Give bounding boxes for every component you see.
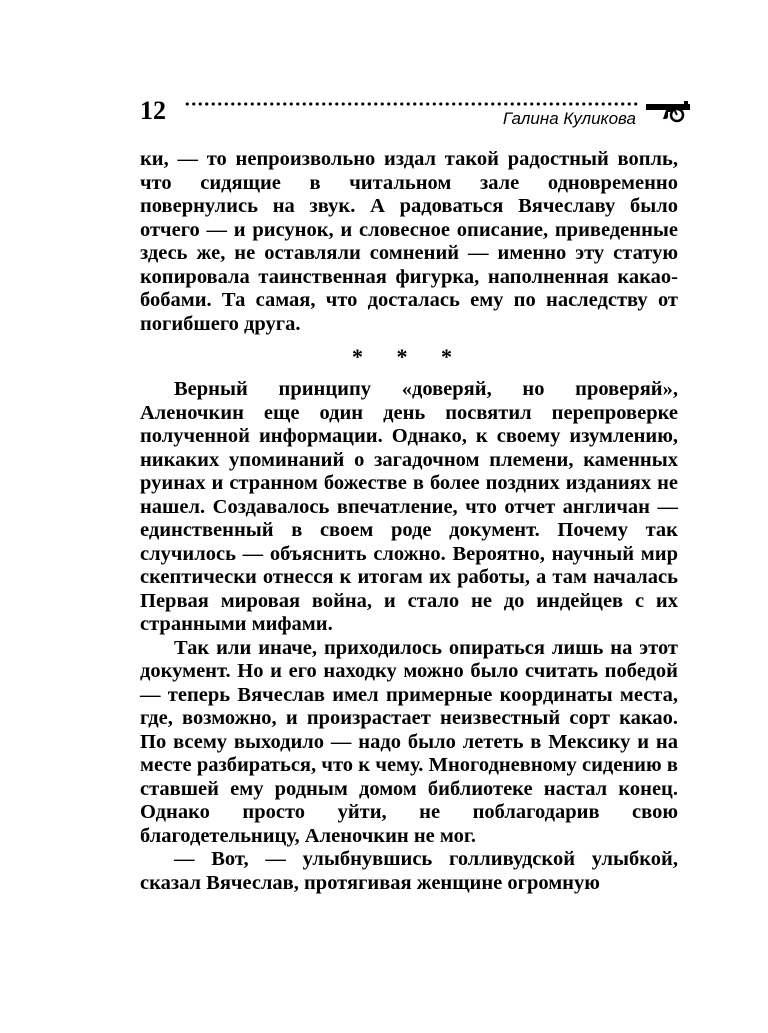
running-head-author: Галина Куликова	[502, 109, 636, 128]
paragraph: ки, — то непроизвольно издал такой радостный вопль, что сидящие в читальном зале одновременно повернулись на звук. А радоваться Вячеславу было отчего — и рисунок, и словесное описание, приведенные здесь же, не оставляли сомнений — именно эту статую копировала таинственная фигурка, наполненная какао-бобами. Та самая, что досталась ему по наследству от погибшего друга.	[140, 148, 678, 335]
pistol-icon	[644, 98, 692, 124]
section-separator: * * *	[352, 344, 466, 369]
text-section-2	[140, 378, 678, 895]
page-number: 12	[140, 96, 166, 125]
text-section-1	[140, 148, 678, 336]
dotted-rule	[184, 102, 640, 106]
paragraph: — Вот, — улыбнувшись голливудской улыбкой, сказал Вячеслав, протягивая женщине огромную	[140, 848, 678, 894]
paragraph: Так или иначе, приходилось опираться лишь на этот документ. Но и его находку можно было считать победой — теперь Вячеслав имел примерные координаты места, где, возможно, и произрастает неизвестный сорт какао. По всему выходило — надо было лететь в Мексику и на месте разбираться, что к чему. Многодневному сидению в ставшей ему родным домом библиотеке настал конец. Однако просто уйти, не поблагодарив свою благодетельницу, Аленочкин не мог.	[140, 636, 678, 847]
page-header	[140, 96, 692, 128]
paragraph: Верный принципу «доверяй, но проверяй», Аленочкин еще один день посвятил перепроверке полученной информации. Однако, к своему изумлению, никаких упоминаний о загадочном племени, каменных руинах и странном божестве в более поздних изданиях не нашел. Создавалось впечатление, что отчет англичан — единственный в своем роде документ. Почему так случилось — объяснить сложно. Вероятно, научный мир скептически отнесся к итогам их работы, а там началась Первая мировая война, и стало не до индейцев с их странными мифами.	[140, 378, 678, 635]
